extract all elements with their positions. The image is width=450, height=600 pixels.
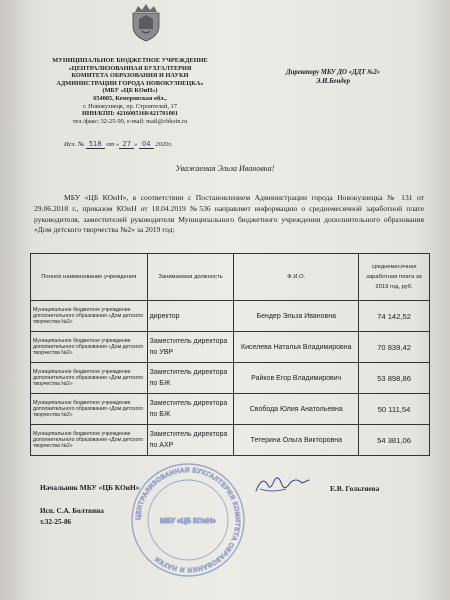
out-number: 518 <box>86 140 105 149</box>
cell-salary: 70 839,42 <box>359 332 430 363</box>
out-prefix: Исх. № <box>64 141 85 148</box>
cell-salary: 74 142,52 <box>359 301 430 332</box>
cell-position: Заместитель директора по БЖ <box>147 394 234 425</box>
outgoing-number <box>64 140 173 149</box>
stamp-outer-text: ЦЕНТРАЛИЗОВАННАЯ БУХГАЛТЕРИЯ КОМИТЕТА ОБРАЗОВАНИЯ И НАУКИ <box>134 466 242 574</box>
round-stamp-seal <box>128 460 248 580</box>
cell-fio: Райков Егор Владимирович <box>234 363 359 394</box>
header-salary: среднемесячная заработная плата за 2019 год, руб. <box>359 254 430 301</box>
org-line: КОМИТЕТА ОБРАЗОВАНИЯ И НАУКИ <box>71 72 189 80</box>
cell-position: Заместитель директора по УВР <box>147 332 234 363</box>
out-month: 04 <box>139 140 154 149</box>
cell-salary: 54 381,06 <box>359 425 430 456</box>
cell-institution: Муниципальное бюджетное учреждение дополнительного образования «Дом детского творчества №2» <box>31 394 148 425</box>
org-line: 654005, Кемеровская обл., <box>93 94 167 102</box>
executor-phone: т.32-25-86 <box>40 518 72 526</box>
out-mid: » <box>134 141 138 148</box>
cell-fio: Свобода Юлия Анатольевна <box>234 394 359 425</box>
greeting: Уважаемая Эльза Ивановна! <box>175 164 275 173</box>
cell-institution: Муниципальное бюджетное учреждение дополнительного образования «Дом детского творчества №2» <box>31 332 148 363</box>
cell-fio: Киселева Наталья Владимировна <box>234 332 359 363</box>
org-line: «ЦЕНТРАЛИЗОВАННАЯ БУХГАЛТЕРИЯ <box>68 64 192 72</box>
header-fio: Ф.И.О. <box>234 254 359 301</box>
org-line: г. Новокузнецк, пр. Строителей, 17 <box>83 102 177 110</box>
city-coat-of-arms-icon <box>128 2 164 42</box>
cell-institution: Муниципальное бюджетное учреждение дополнительного образования «Дом детского творчества №2» <box>31 301 148 332</box>
cell-position: Заместитель директора по АХР <box>147 425 234 456</box>
org-line: АДМИНИСТРАЦИИ ГОРОДА НОВОКУЗНЕЦКА» <box>56 79 204 87</box>
org-line: МУНИЦИПАЛЬНОЕ БЮДЖЕТНОЕ УЧРЕЖДЕНИЕ <box>52 57 208 64</box>
header-institution: Полное наименование учреждения <box>31 254 148 301</box>
body-paragraph: МБУ «ЦБ КОиН», в соответствии с Постановлением Администрации города Новокузнецка № 131 от 29.06.2018 г., приказом КОиН от 18.04.2019 №536 направляет информацию о среднемесячной заработной плате руководителя, заместителей руководителя Муниципального бюджетного учреждения дополнительного образования «Дом детского творчества №2» за 2019 год: <box>34 193 424 235</box>
stamp-inner-text: МБУ «ЦБ КОиН» <box>160 518 216 525</box>
signatory-name: Е.В. Гольтяева <box>330 484 380 493</box>
addressee-title: Директору МБУ ДО «ДДТ №2» <box>286 69 381 76</box>
addressee-name: Э.И.Бендер <box>316 78 351 85</box>
org-line: (МБУ «ЦБ КОиН») <box>102 87 158 95</box>
table-row <box>31 394 430 425</box>
out-from: от « <box>106 141 120 148</box>
cell-salary: 50 111,54 <box>359 394 430 425</box>
table-row <box>31 332 430 363</box>
cell-position: Заместитель директора по БЖ <box>147 363 234 394</box>
table-header-row <box>31 254 430 301</box>
org-line: ИНН/КПП: 4216005168/421701001 <box>81 110 179 118</box>
org-line: тел./факс: 32-25-90, e-mail: mail@cbkoin.ru <box>72 117 188 125</box>
salary-table <box>30 253 430 456</box>
cell-fio: Тетерина Ольга Викторовна <box>234 425 359 456</box>
handwritten-signature <box>252 471 312 497</box>
out-year: 2020г. <box>155 141 173 148</box>
addressee <box>286 68 380 86</box>
cell-institution: Муниципальное бюджетное учреждение дополнительного образования «Дом детского творчества №2» <box>31 425 148 456</box>
cell-position: директор <box>147 301 234 332</box>
executor-info <box>40 506 104 528</box>
signatory-role: Начальник МБУ «ЦБ КОиН» <box>40 483 140 492</box>
header-position: Занимаемая должность <box>147 254 234 301</box>
cell-salary: 53 898,86 <box>359 363 430 394</box>
executor-name: Исп. С.А. Болтвина <box>40 507 104 515</box>
cell-fio: Бендер Эльза Ивановна <box>234 301 359 332</box>
cell-institution: Муниципальное бюджетное учреждение дополнительного образования «Дом детского творчества №2» <box>31 363 148 394</box>
organization-header <box>30 57 230 125</box>
table-row <box>31 363 430 394</box>
table-row <box>31 301 430 332</box>
table-row <box>31 425 430 456</box>
out-day: 27 <box>119 140 134 149</box>
